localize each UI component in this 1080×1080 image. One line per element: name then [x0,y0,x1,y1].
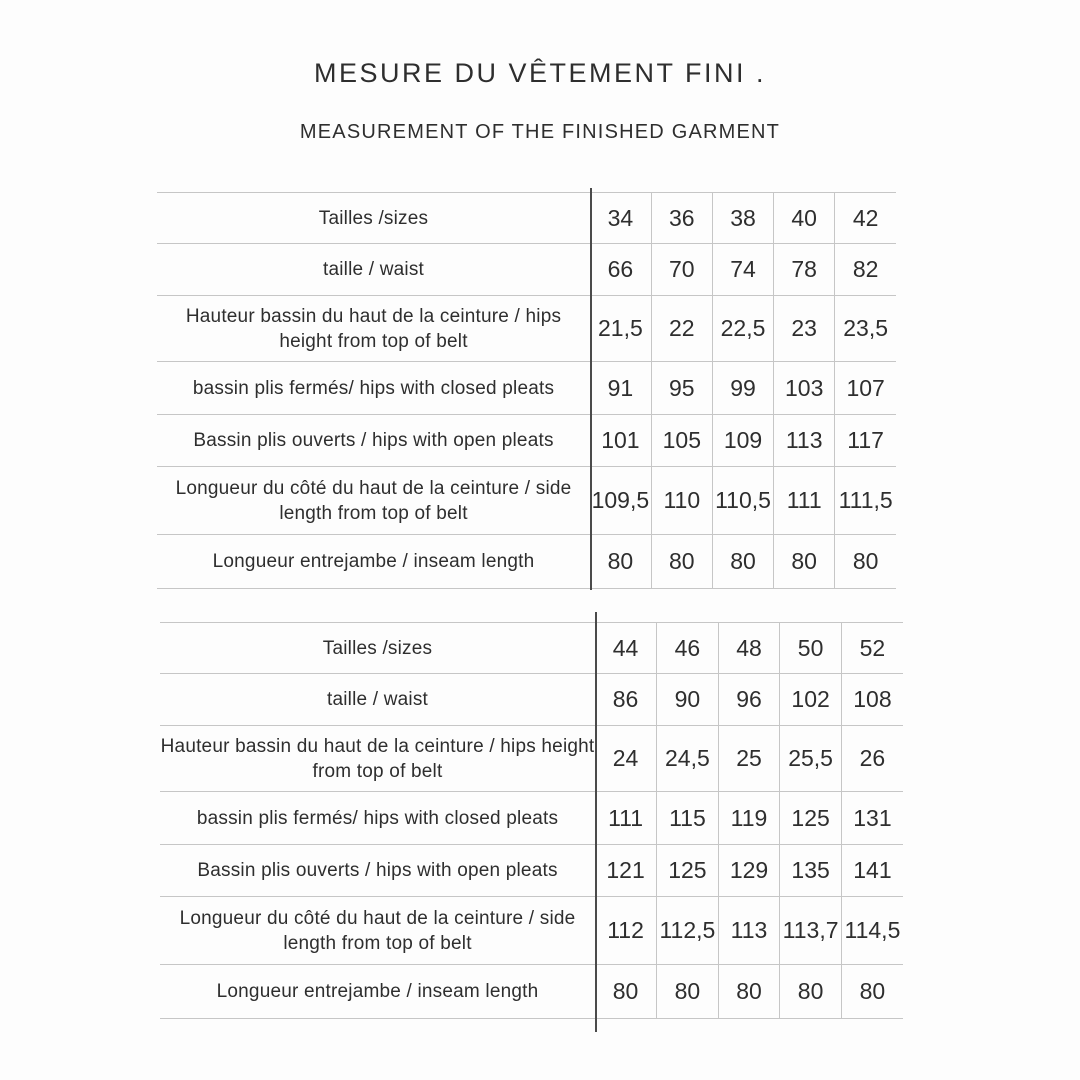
value-cell: 91 [590,362,651,415]
value-cell: 110,5 [712,467,773,535]
value-cell: 80 [718,965,780,1019]
value-cell: 111 [595,792,657,845]
row-label: Longueur entrejambe / inseam length [157,535,590,589]
value-cell: 141 [841,845,903,897]
size-table-34-42 [157,192,896,589]
value-cell: 36 [651,193,712,244]
table-row [157,535,896,589]
row-label: Longueur du côté du haut de la ceinture / side length from top of belt [160,897,595,965]
value-cell: 22 [651,296,712,362]
size-table-44-52 [160,622,903,1019]
value-cell: 25 [718,726,780,792]
table-row [157,467,896,535]
value-cell: 113 [774,415,835,467]
value-cell: 121 [595,845,657,897]
row-label: taille / waist [157,244,590,296]
value-cell: 48 [718,623,780,674]
table-row [160,792,903,845]
row-label: bassin plis fermés/ hips with closed pleats [160,792,595,845]
value-cell: 107 [835,362,896,415]
row-label: Tailles /sizes [160,623,595,674]
value-cell: 86 [595,674,657,726]
value-cell: 44 [595,623,657,674]
value-cell: 113,7 [780,897,842,965]
value-cell: 109 [712,415,773,467]
row-label: bassin plis fermés/ hips with closed pleats [157,362,590,415]
label-values-divider [590,188,592,590]
value-cell: 80 [774,535,835,589]
table-row [157,244,896,296]
value-cell: 74 [712,244,773,296]
value-cell: 52 [841,623,903,674]
value-cell: 111 [774,467,835,535]
value-cell: 82 [835,244,896,296]
value-cell: 42 [835,193,896,244]
table-row [157,362,896,415]
value-cell: 26 [841,726,903,792]
value-cell: 23 [774,296,835,362]
row-label: Bassin plis ouverts / hips with open pleats [160,845,595,897]
page-subtitle: MEASUREMENT OF THE FINISHED GARMENT [299,121,781,143]
row-label: taille / waist [160,674,595,726]
table-row [160,965,903,1019]
table-row [160,897,903,965]
value-cell: 80 [841,965,903,1019]
row-label: Tailles /sizes [157,193,590,244]
value-cell: 105 [651,415,712,467]
value-cell: 25,5 [780,726,842,792]
value-cell: 90 [657,674,719,726]
row-label: Bassin plis ouverts / hips with open pleats [157,415,590,467]
value-cell: 119 [718,792,780,845]
value-cell: 21,5 [590,296,651,362]
table-row [160,845,903,897]
value-cell: 34 [590,193,651,244]
value-cell: 110 [651,467,712,535]
value-cell: 80 [651,535,712,589]
label-values-divider [595,612,597,1032]
value-cell: 108 [841,674,903,726]
value-cell: 80 [780,965,842,1019]
page-title: MESURE DU VÊTEMENT FINI . [313,58,767,88]
table-row [160,623,903,674]
value-cell: 24,5 [657,726,719,792]
value-cell: 38 [712,193,773,244]
value-cell: 80 [657,965,719,1019]
value-cell: 125 [780,792,842,845]
value-cell: 95 [651,362,712,415]
value-cell: 23,5 [835,296,896,362]
value-cell: 135 [780,845,842,897]
table-row [160,674,903,726]
table-row [157,193,896,244]
value-cell: 24 [595,726,657,792]
value-cell: 101 [590,415,651,467]
value-cell: 109,5 [590,467,651,535]
value-cell: 80 [595,965,657,1019]
value-cell: 112,5 [657,897,719,965]
value-cell: 50 [780,623,842,674]
value-cell: 66 [590,244,651,296]
value-cell: 22,5 [712,296,773,362]
value-cell: 111,5 [835,467,896,535]
table-row [157,296,896,362]
value-cell: 114,5 [841,897,903,965]
value-cell: 80 [835,535,896,589]
measurement-table [160,622,903,1019]
value-cell: 80 [712,535,773,589]
value-cell: 99 [712,362,773,415]
table-row [157,415,896,467]
row-label: Hauteur bassin du haut de la ceinture / hips height from top of belt [157,296,590,362]
value-cell: 46 [657,623,719,674]
row-label: Longueur entrejambe / inseam length [160,965,595,1019]
row-label: Longueur du côté du haut de la ceinture / side length from top of belt [157,467,590,535]
value-cell: 102 [780,674,842,726]
value-cell: 80 [590,535,651,589]
value-cell: 113 [718,897,780,965]
value-cell: 129 [718,845,780,897]
value-cell: 96 [718,674,780,726]
value-cell: 115 [657,792,719,845]
value-cell: 125 [657,845,719,897]
value-cell: 40 [774,193,835,244]
value-cell: 112 [595,897,657,965]
table-row [160,726,903,792]
value-cell: 131 [841,792,903,845]
value-cell: 117 [835,415,896,467]
value-cell: 78 [774,244,835,296]
value-cell: 70 [651,244,712,296]
value-cell: 103 [774,362,835,415]
measurement-table [157,192,896,589]
row-label: Hauteur bassin du haut de la ceinture / hips height from top of belt [160,726,595,792]
